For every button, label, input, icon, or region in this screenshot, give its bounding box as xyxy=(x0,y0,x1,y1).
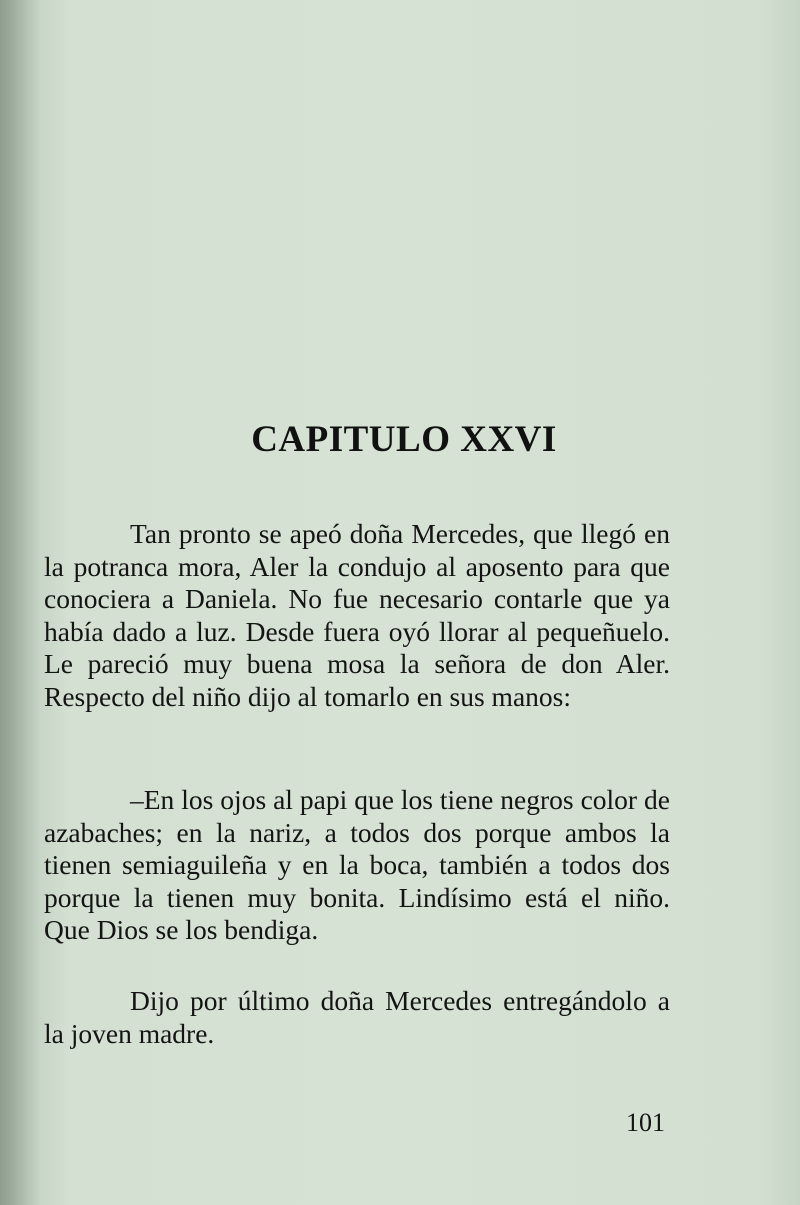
paragraph-2: –En los ojos al papi que los tiene negros color de azabaches; en la nariz, a todos dos porque ambos la tienen semiaguileña y en la boca, también a todos dos porque la tienen muy bonita. Lindísimo está el niño. Que Dios se los bendiga. xyxy=(44,784,670,945)
spine-shadow xyxy=(0,0,40,1205)
paragraph-3: Dijo por último doña Mercedes entregándolo a la joven madre. xyxy=(44,985,670,1049)
page-number: 101 xyxy=(626,1108,665,1137)
paragraph-1: Tan pronto se apeó doña Mercedes, que llegó en la potranca mora, Aler la condujo al aposento para que conociera a Daniela. No fue necesario contarle que ya había dado a luz. Desde fuera oyó llorar al pequeñuelo. Le pareció muy buena mosa la señora de don Aler. Respecto del niño dijo al tomarlo en sus manos: xyxy=(44,518,670,712)
chapter-title: CAPITULO XXVI xyxy=(251,419,557,460)
